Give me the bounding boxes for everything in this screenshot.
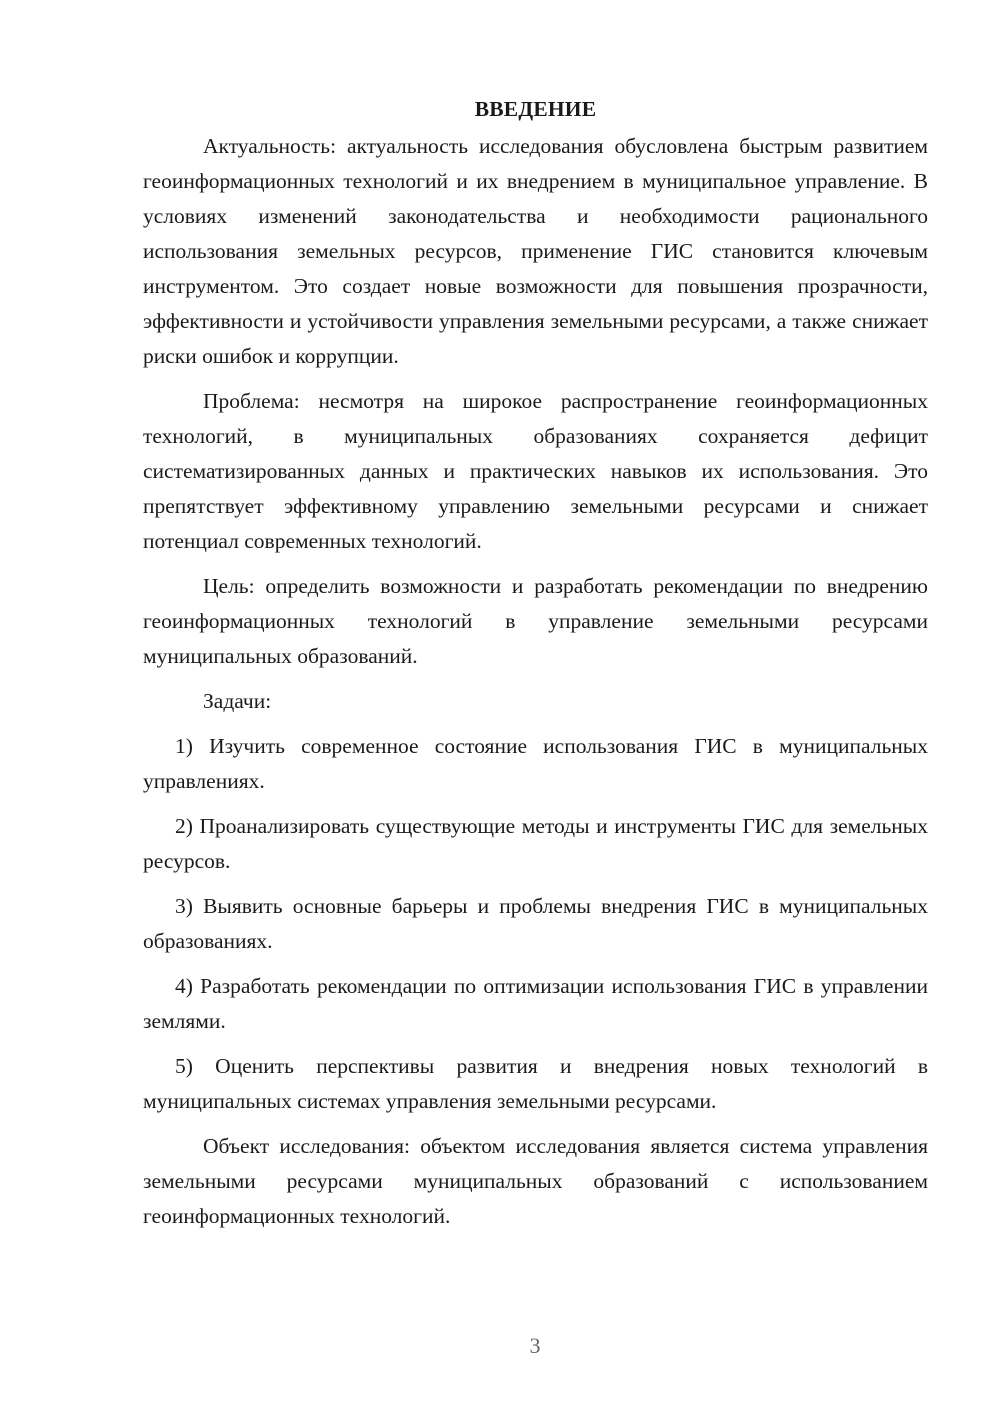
page-number: 3 <box>529 1333 541 1358</box>
paragraph-goal: Цель: определить возможности и разработать рекомендации по внедрению геоинформационных технологий в управление земельными ресурсами муниципальных образований. <box>143 574 928 668</box>
paragraph-object: Объект исследования: объектом исследования является система управления земельными ресурсами муниципальных образований с использованием геоинформационных технологий. <box>143 1134 928 1228</box>
tasks-heading: Задачи: <box>203 689 272 713</box>
page-title: ВВЕДЕНИЕ <box>474 97 597 121</box>
list-item: 2) Проанализировать существующие методы и инструменты ГИС для земельных ресурсов. <box>143 814 928 873</box>
list-item: 4) Разработать рекомендации по оптимизации использования ГИС в управлении землями. <box>143 974 928 1033</box>
list-item: 1) Изучить современное состояние использования ГИС в муниципальных управлениях. <box>143 734 928 793</box>
tasks-list <box>143 729 928 1119</box>
list-item: 5) Оценить перспективы развития и внедрения новых технологий в муниципальных системах управления земельными ресурсами. <box>143 1054 928 1113</box>
list-item: 3) Выявить основные барьеры и проблемы внедрения ГИС в муниципальных образованиях. <box>143 894 928 953</box>
paragraph-relevance: Актуальность: актуальность исследования обусловлена быстрым развитием геоинформационных технологий и их внедрением в муниципальное управление. В условиях изменений законодательства и необходимости рационального использования земельных ресурсов, применение ГИС становится ключевым инструментом. Это создает новые возможности для повышения прозрачности, эффективности и устойчивости управления земельными ресурсами, а также снижает риски ошибок и коррупции. <box>143 134 928 368</box>
paragraph-problem: Проблема: несмотря на широкое распространение геоинформационных технологий, в муниципальных образованиях сохраняется дефицит систематизированных данных и практических навыков их использования. Это препятствует эффективному управлению земельными ресурсами и снижает потенциал современных технологий. <box>143 389 928 553</box>
page-content <box>143 92 928 1244</box>
